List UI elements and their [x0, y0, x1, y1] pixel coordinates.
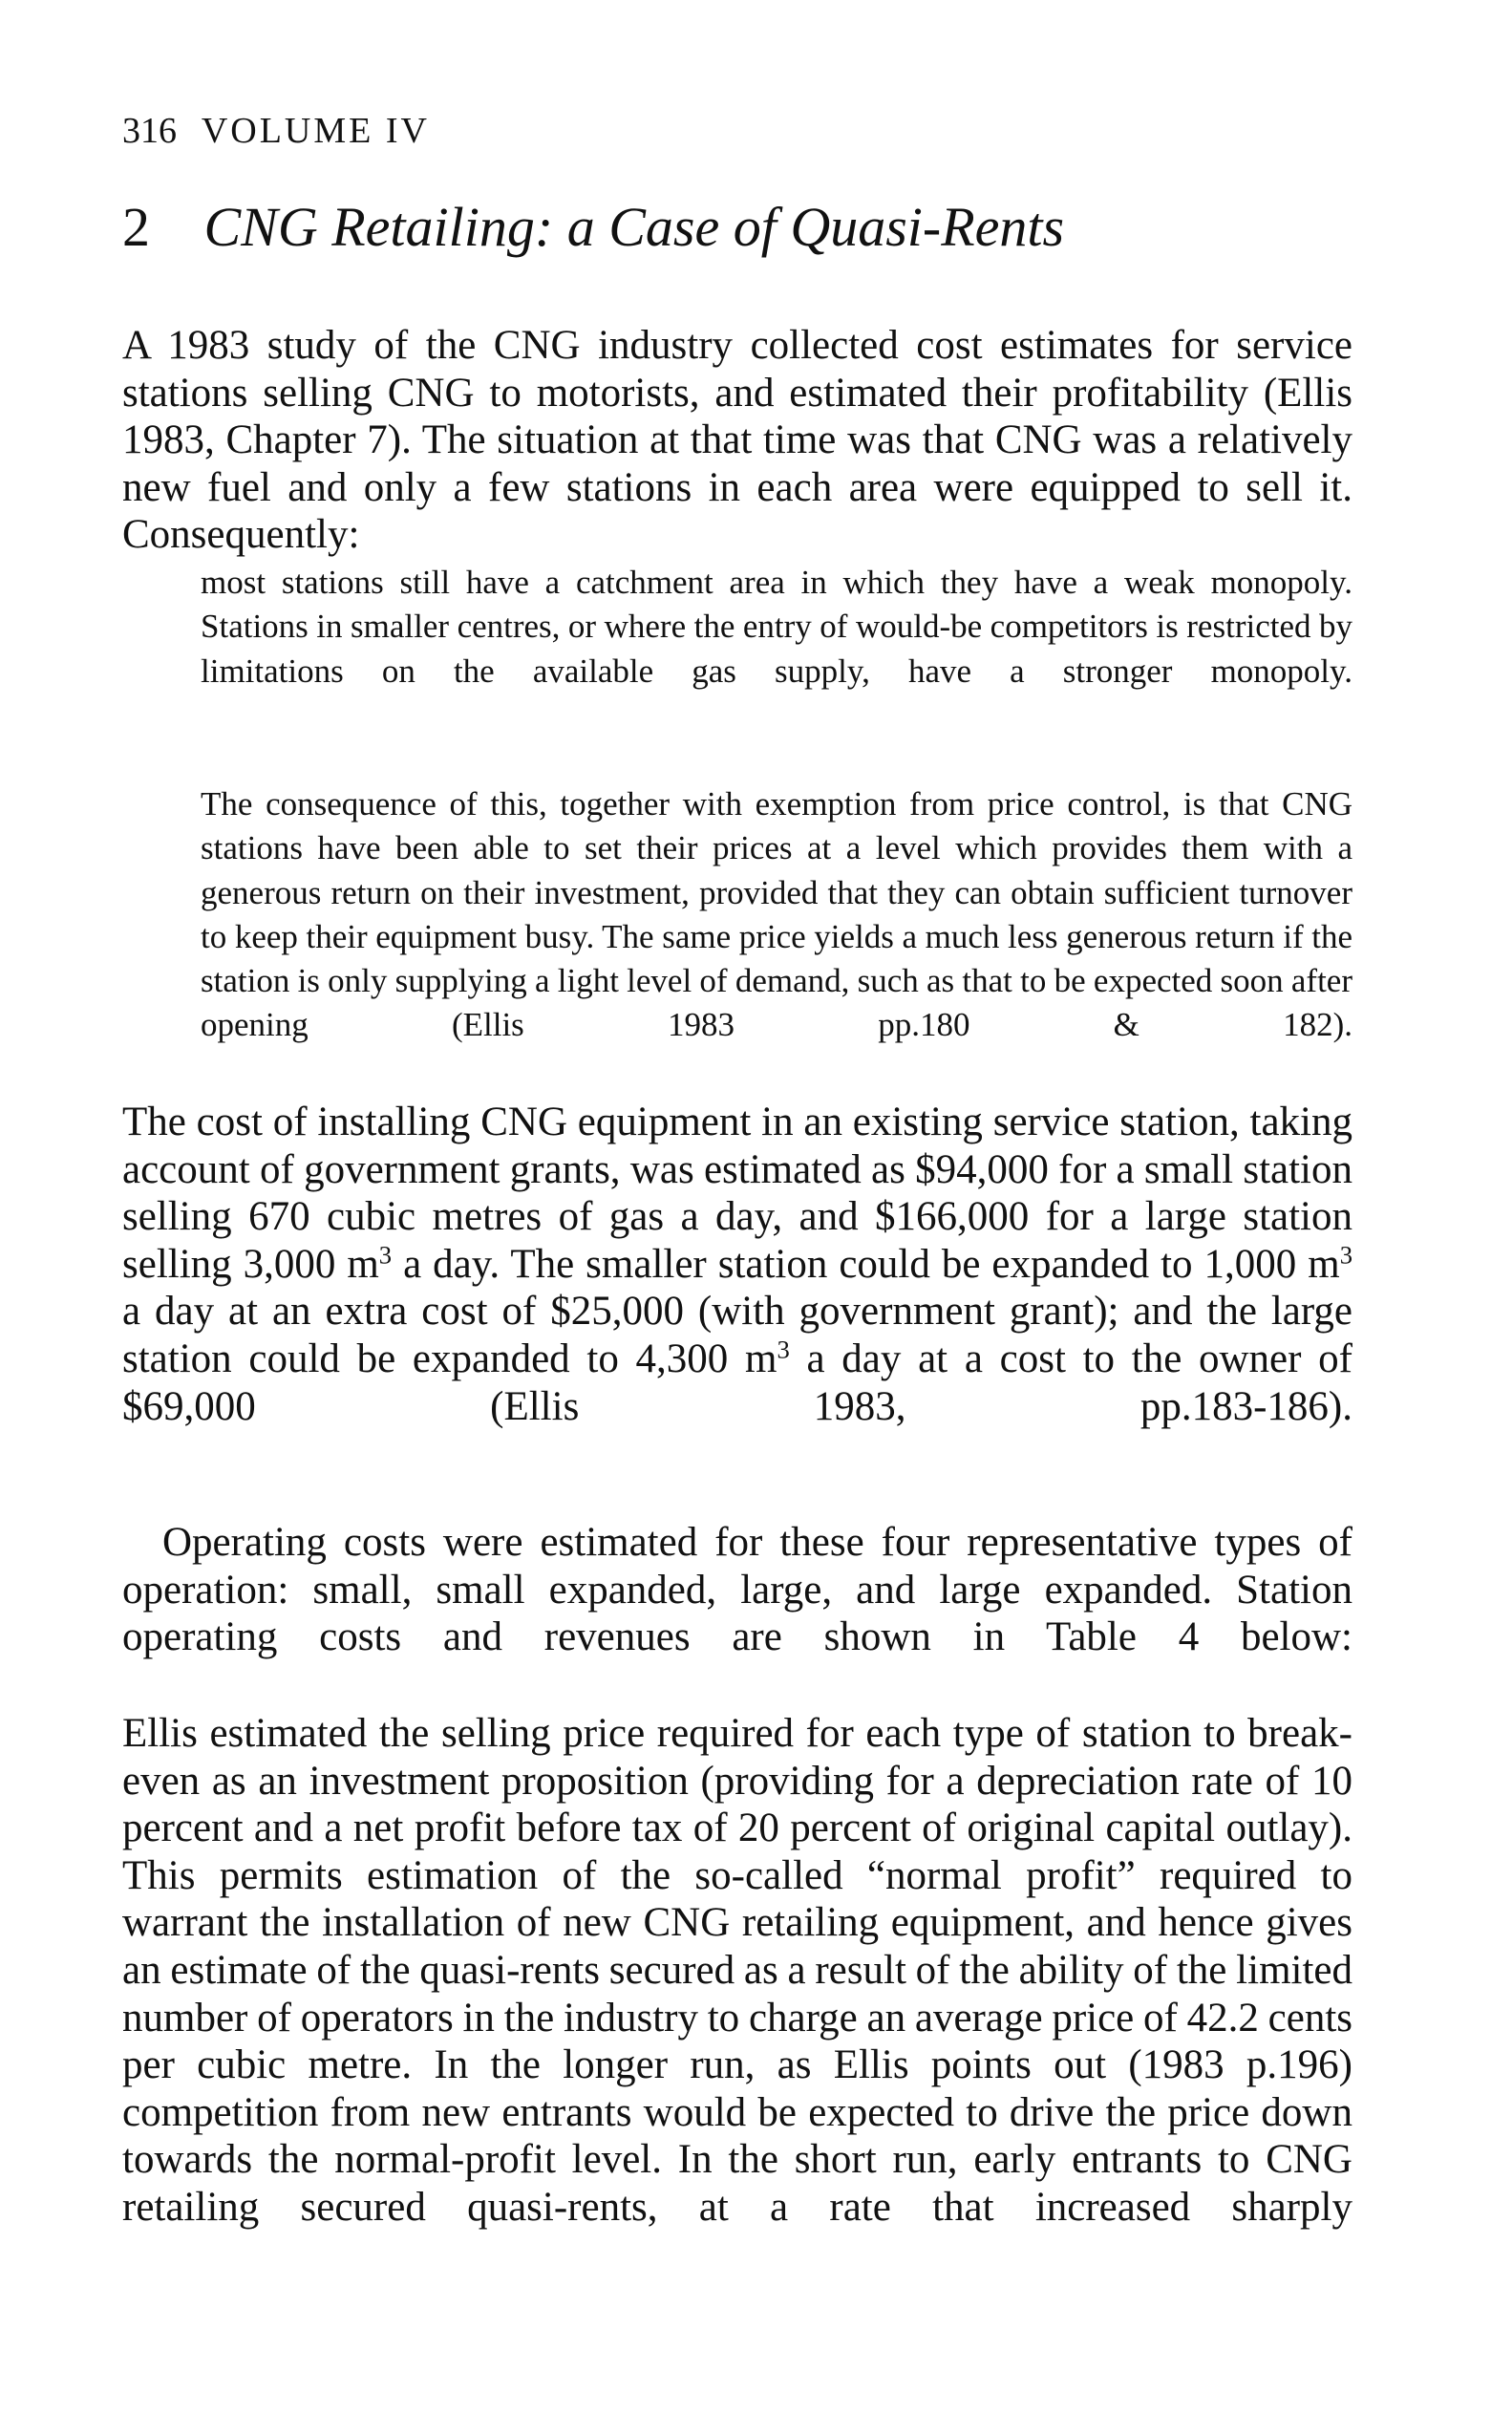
running-head [122, 107, 430, 155]
cost-text-2: a day. The smaller station could be expanded to 1,000 m [392, 1241, 1340, 1287]
block-quote-2: The consequence of this, together with exemption from price control, is that CNG stations have been able to set their prices at a level which provides them with a generous return on their investment, provided that they can obtain sufficient turnover to keep their equipment busy. The same price yields a much less generous return if the station is only supplying a light level of demand, such as that to be expected soon after opening (Ellis 1983 pp.180 & 182). [201, 785, 1352, 1044]
cost-text-3: a day at an extra cost of $25,000 (with government grant); and the large station could be expanded to 4,300 m [122, 1289, 1352, 1381]
section-number: 2 [122, 196, 150, 258]
page-number: 316 [122, 111, 177, 151]
operating-costs-paragraph: Operating costs were estimated for these four representative types of operation: small, small expanded, large, and large expanded. Station operating costs and revenues are shown in Table 4 below: [122, 1520, 1352, 1660]
break-even-paragraph: Ellis estimated the selling price required for each type of station to break-even as an investment proposition (providing for a depreciation rate of 10 percent and a net profit before tax of 20 percent of original capital outlay). This permits estimation of the so-called “normal profit” required to warrant the installation of new CNG retailing equipment, and hence gives an estimate of the quasi-rents secured as a result of the ability of the limited number of operators in the industry to charge an average price of 42.2 cents per cubic metre. In the longer run, as Ellis points out (1983 p.196) competition from new entrants would be expected to drive the price down towards the normal-profit level. In the short run, early entrants to CNG retailing secured quasi-rents, at a rate that increased sharply [122, 1711, 1352, 2230]
running-title: VOLUME IV [201, 111, 430, 151]
section-title: CNG Retailing: a Case of Quasi-Rents [203, 196, 1065, 258]
superscript-cubed: 3 [1339, 1240, 1353, 1270]
cost-text-1: The cost of installing CNG equipment in an existing service station, taking account of government grants, was estimated as $94,000 for a small station selling 670 cubic metres of gas a day, and $166,000 for a large station selling 3,000 m [122, 1100, 1352, 1287]
superscript-cubed: 3 [777, 1335, 790, 1364]
intro-paragraph: A 1983 study of the CNG industry collected cost estimates for service stations selling CNG to motorists, and estimated their profitability (Ellis 1983, Chapter 7). The situation at that time was that CNG was a relatively new fuel and only a few stations in each area were equipped to sell it. Consequently: [122, 323, 1352, 558]
section-heading [122, 191, 1064, 264]
superscript-cubed: 3 [378, 1240, 393, 1270]
block-quote-1: most stations still have a catchment area in which they have a weak monopoly. Stations in smaller centres, or where the entry of would-be competitors is restricted by limitations on the available gas supply, have a stronger monopoly. [201, 564, 1352, 690]
installation-cost-paragraph [122, 1099, 1352, 1430]
cost-text-4: a day at a cost to the owner of $69,000 (Ellis 1983, pp.183-186). [122, 1336, 1352, 1429]
